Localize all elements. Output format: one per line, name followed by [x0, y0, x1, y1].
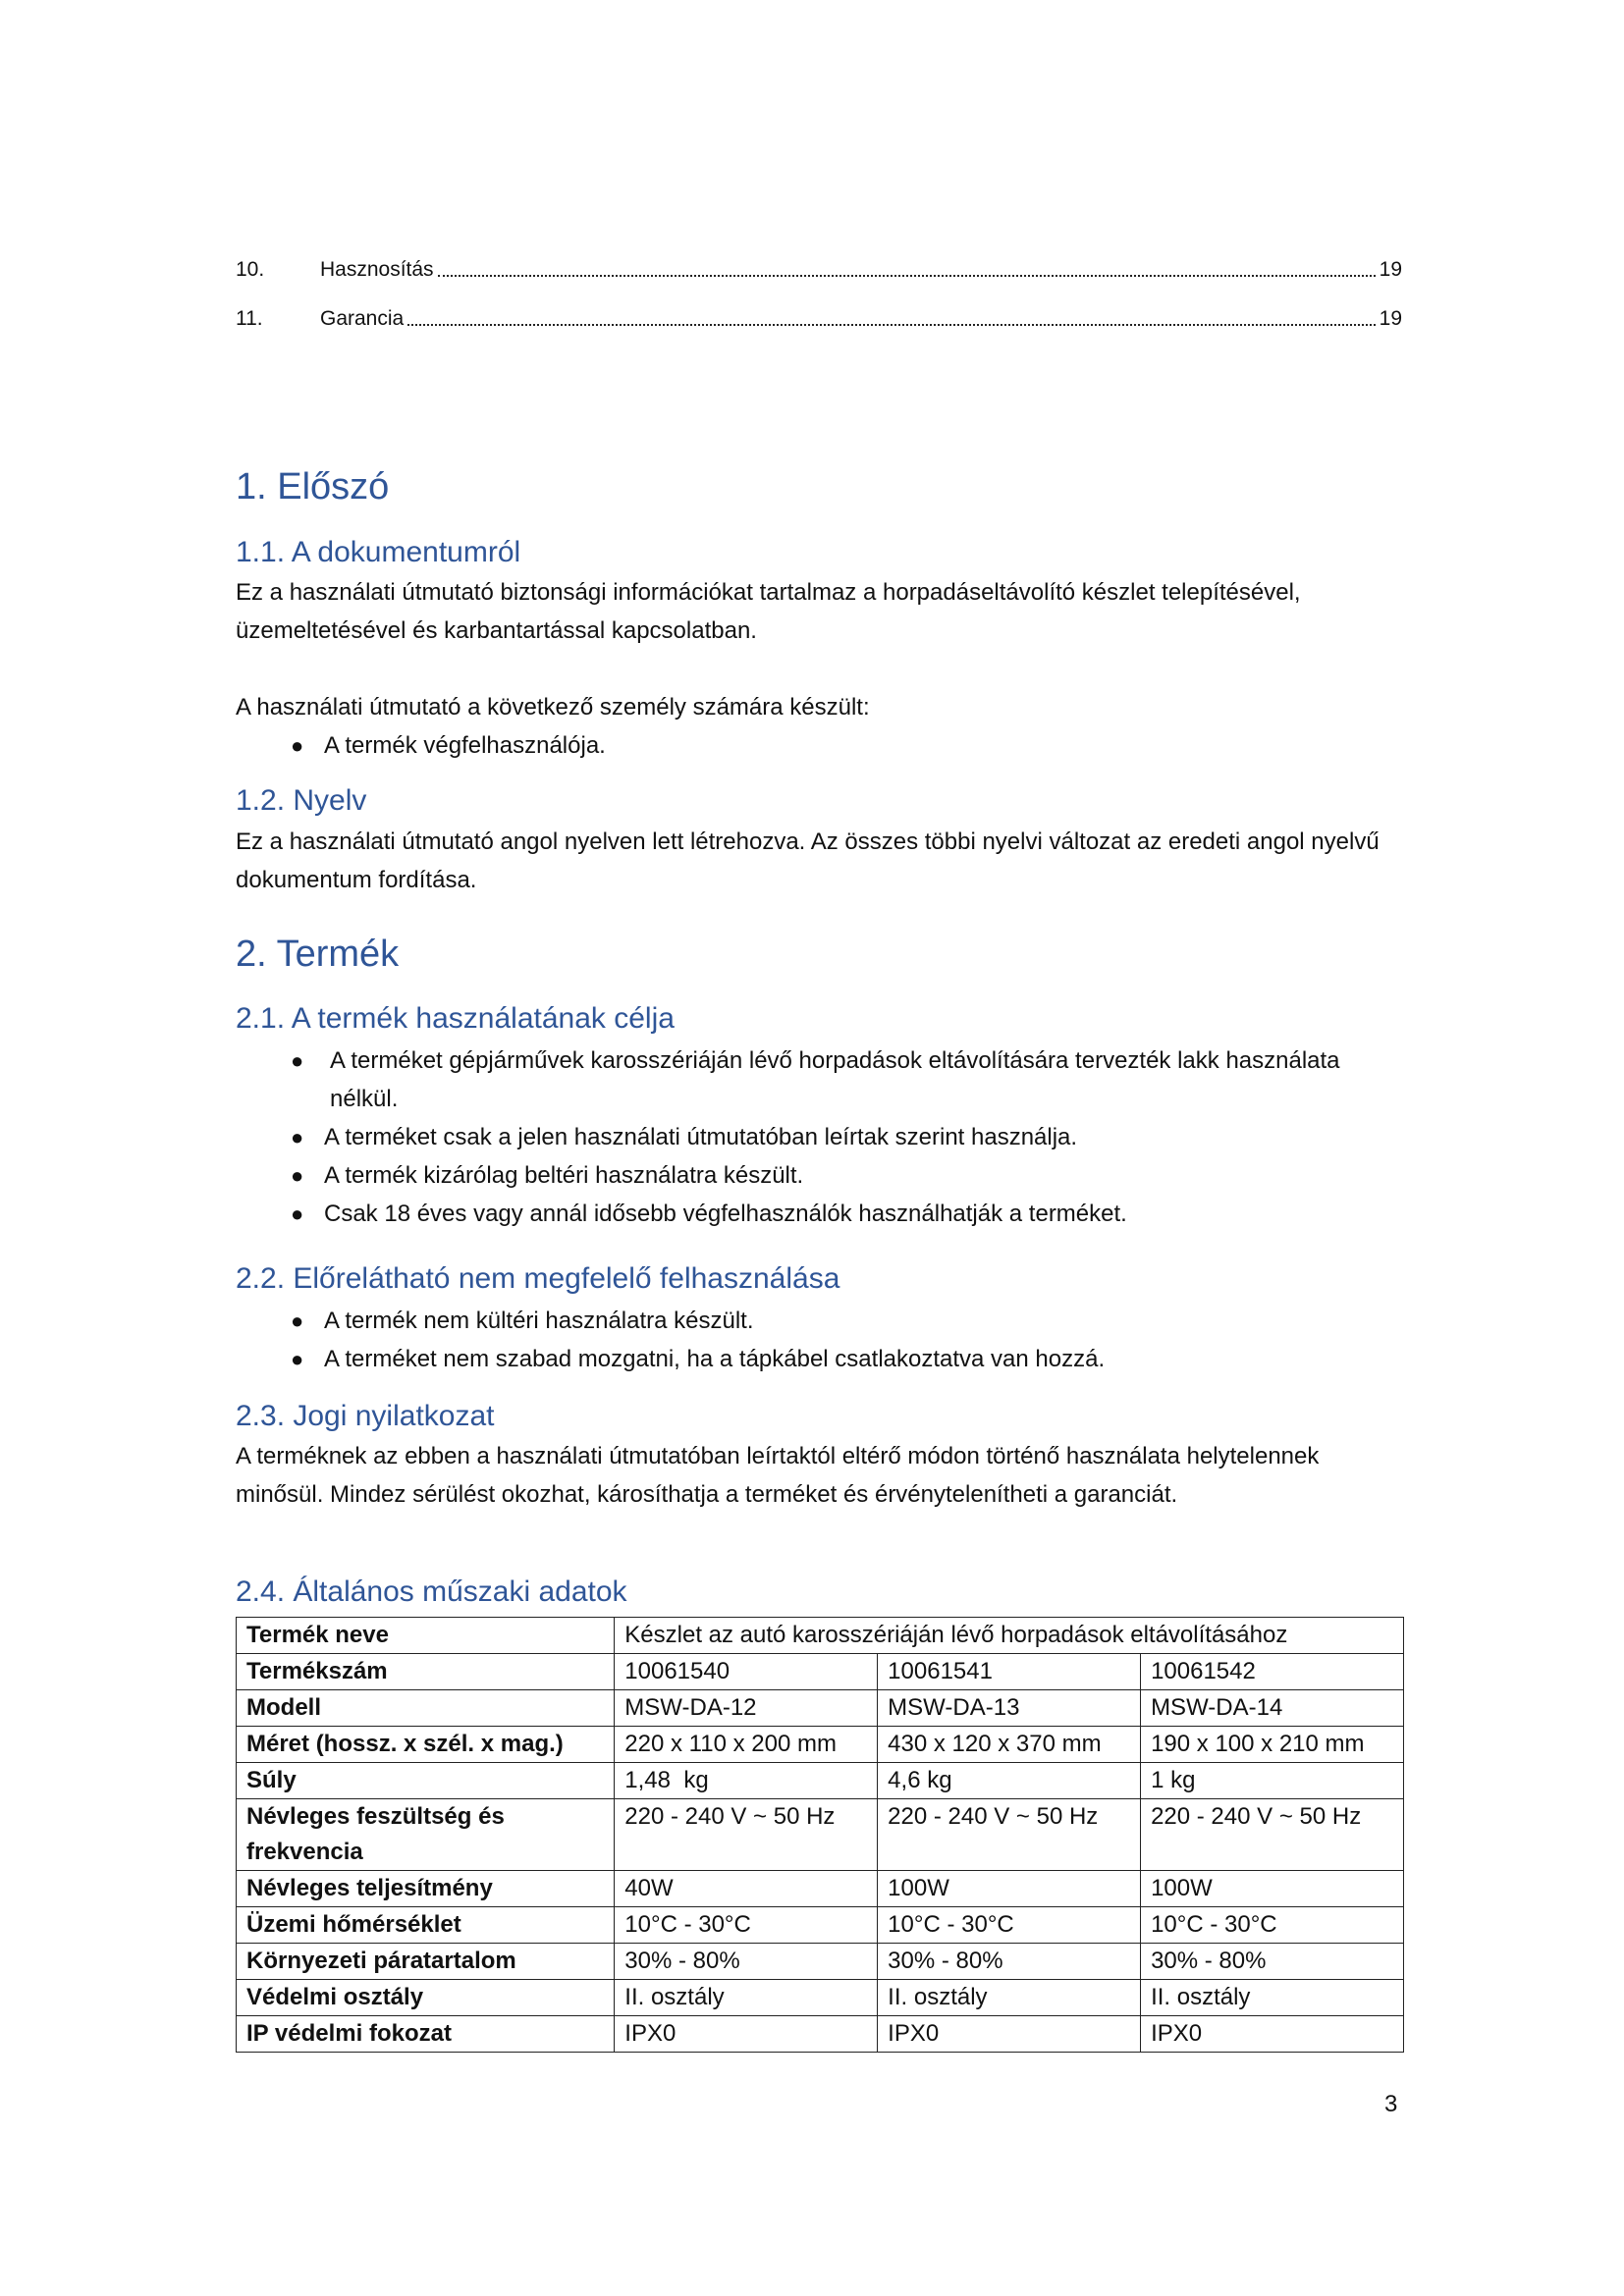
heading-section-1-2: 1.2. Nyelv — [236, 784, 367, 817]
heading-section-1-1: 1.1. A dokumentumról — [236, 536, 521, 568]
table-cell: 10061541 — [878, 1654, 1141, 1690]
bullet-list-intended-use — [236, 1041, 1384, 1233]
table-row-label: Modell — [237, 1690, 615, 1727]
paragraph-language: Ez a használati útmutató angol nyelven lett létrehozva. Az összes többi nyelvi változat az eredeti angol nyelvű dokumentum fordítása. — [236, 828, 1380, 893]
table-cell: IPX0 — [615, 2016, 878, 2053]
list-item-text: Csak 18 éves vagy annál idősebb végfelhasználók használhatják a terméket. — [324, 1201, 1127, 1227]
table-row-label: Névleges feszültség és frekvencia — [237, 1799, 615, 1871]
list-item — [236, 1302, 1384, 1340]
table-cell: 1,48 kg — [615, 1763, 878, 1799]
heading-section-2-2: 2.2. Előrelátható nem megfelelő felhasználása — [236, 1262, 840, 1295]
paragraph-about-document: Ez a használati útmutató biztonsági információkat tartalmaz a horpadáseltávolító készlet telepítésével, üzemeltetésével és karbantartással kapcsolatban. — [236, 579, 1301, 644]
table-cell: IPX0 — [878, 2016, 1141, 2053]
toc-entry-label: Hasznosítás — [320, 258, 434, 281]
table-row-label: Védelmi osztály — [237, 1980, 615, 2016]
bullet-icon: ● — [291, 1308, 304, 1333]
table-row — [237, 1654, 1404, 1690]
table-cell: MSW-DA-13 — [878, 1690, 1141, 1727]
table-cell: 190 x 100 x 210 mm — [1141, 1727, 1404, 1763]
toc-leader-dots — [438, 274, 1376, 277]
bullet-icon: ● — [291, 1048, 304, 1073]
list-item — [236, 1340, 1384, 1378]
table-row-label: Üzemi hőmérséklet — [237, 1907, 615, 1944]
paragraph-legal-disclaimer: A terméknek az ebben a használati útmutatóban leírtaktól eltérő módon történő használata helytelennek minősül. Mindez sérülést okozhat, károsíthatja a terméket és érvénytelenítheti a garanciát. — [236, 1443, 1320, 1508]
table-cell: 10°C - 30°C — [878, 1907, 1141, 1944]
table-cell: 220 - 240 V ~ 50 Hz — [1141, 1799, 1404, 1871]
bullet-icon: ● — [291, 1347, 304, 1371]
table-cell: 1 kg — [1141, 1763, 1404, 1799]
list-item — [236, 1156, 1384, 1195]
table-row-label: Súly — [237, 1763, 615, 1799]
list-item-text: A terméket csak a jelen használati útmutatóban leírtak szerint használja. — [324, 1124, 1078, 1150]
table-cell: 220 x 110 x 200 mm — [615, 1727, 878, 1763]
list-item-text: A termék végfelhasználója. — [324, 732, 606, 759]
specifications-table — [236, 1617, 1404, 2053]
table-row — [237, 2016, 1404, 2053]
table-cell: 100W — [1141, 1871, 1404, 1907]
heading-section-2: 2. Termék — [236, 934, 400, 975]
table-cell: 30% - 80% — [1141, 1944, 1404, 1980]
table-cell: 30% - 80% — [878, 1944, 1141, 1980]
list-item — [236, 1195, 1384, 1233]
bullet-icon: ● — [291, 1125, 304, 1149]
table-cell: 10°C - 30°C — [615, 1907, 878, 1944]
toc-entry-number: 10. — [236, 258, 265, 281]
list-item-text: A terméket gépjárművek karosszériáján lévő horpadások eltávolítására tervezték lakk használata nélkül. — [330, 1047, 1340, 1112]
heading-section-1: 1. Előszó — [236, 466, 390, 507]
table-cell: Készlet az autó karosszériáján lévő horpadások eltávolításához — [615, 1618, 1404, 1654]
heading-section-2-4: 2.4. Általános műszaki adatok — [236, 1575, 627, 1608]
table-row-label: Termékszám — [237, 1654, 615, 1690]
bullet-list-audience — [236, 726, 1384, 765]
table-cell: 430 x 120 x 370 mm — [878, 1727, 1141, 1763]
bullet-list-misuse — [236, 1302, 1384, 1378]
table-row — [237, 1944, 1404, 1980]
table-cell: MSW-DA-14 — [1141, 1690, 1404, 1727]
table-cell: 40W — [615, 1871, 878, 1907]
table-row-label: Termék neve — [237, 1618, 615, 1654]
list-item-text: A termék kizárólag beltéri használatra készült. — [324, 1162, 804, 1189]
list-item-text: A terméket nem szabad mozgatni, ha a tápkábel csatlakoztatva van hozzá. — [324, 1346, 1106, 1372]
paragraph-target-audience: A használati útmutató a következő személy számára készült: — [236, 694, 870, 721]
toc-leader-dots — [407, 323, 1375, 326]
table-cell: 220 - 240 V ~ 50 Hz — [615, 1799, 878, 1871]
table-cell: 220 - 240 V ~ 50 Hz — [878, 1799, 1141, 1871]
toc-entry[interactable] — [236, 304, 1402, 334]
bullet-icon: ● — [291, 1201, 304, 1226]
table-cell: 10°C - 30°C — [1141, 1907, 1404, 1944]
table-cell: IPX0 — [1141, 2016, 1404, 2053]
table-cell: 10061542 — [1141, 1654, 1404, 1690]
table-row — [237, 1618, 1404, 1654]
bullet-icon: ● — [291, 1163, 304, 1188]
table-cell: II. osztály — [878, 1980, 1141, 2016]
table-cell: MSW-DA-12 — [615, 1690, 878, 1727]
table-row — [237, 1763, 1404, 1799]
table-cell: II. osztály — [1141, 1980, 1404, 2016]
bullet-icon: ● — [291, 733, 304, 758]
table-row — [237, 1727, 1404, 1763]
table-row-label: Névleges teljesítmény — [237, 1871, 615, 1907]
list-item — [236, 726, 1384, 765]
heading-section-2-3: 2.3. Jogi nyilatkozat — [236, 1400, 495, 1432]
table-row — [237, 1690, 1404, 1727]
list-item-text: A termék nem kültéri használatra készült. — [324, 1308, 754, 1334]
table-row — [237, 1799, 1404, 1871]
page-number: 3 — [1384, 2091, 1398, 2117]
toc-entry-page: 19 — [1379, 258, 1402, 281]
table-cell: 10061540 — [615, 1654, 878, 1690]
table-row-label: Méret (hossz. x szél. x mag.) — [237, 1727, 615, 1763]
table-cell: 100W — [878, 1871, 1141, 1907]
toc-entry-page: 19 — [1379, 307, 1402, 330]
table-row — [237, 1980, 1404, 2016]
table-row — [237, 1907, 1404, 1944]
toc-entry[interactable] — [236, 255, 1402, 285]
list-item — [236, 1041, 1384, 1118]
list-item — [236, 1118, 1384, 1156]
table-row-label: Környezeti páratartalom — [237, 1944, 615, 1980]
table-cell: 30% - 80% — [615, 1944, 878, 1980]
toc-entry-label: Garancia — [320, 307, 405, 330]
table-cell: II. osztály — [615, 1980, 878, 2016]
table-cell: 4,6 kg — [878, 1763, 1141, 1799]
heading-section-2-1: 2.1. A termék használatának célja — [236, 1002, 675, 1035]
table-row — [237, 1871, 1404, 1907]
table-row-label: IP védelmi fokozat — [237, 2016, 615, 2053]
toc-entry-number: 11. — [236, 307, 263, 330]
